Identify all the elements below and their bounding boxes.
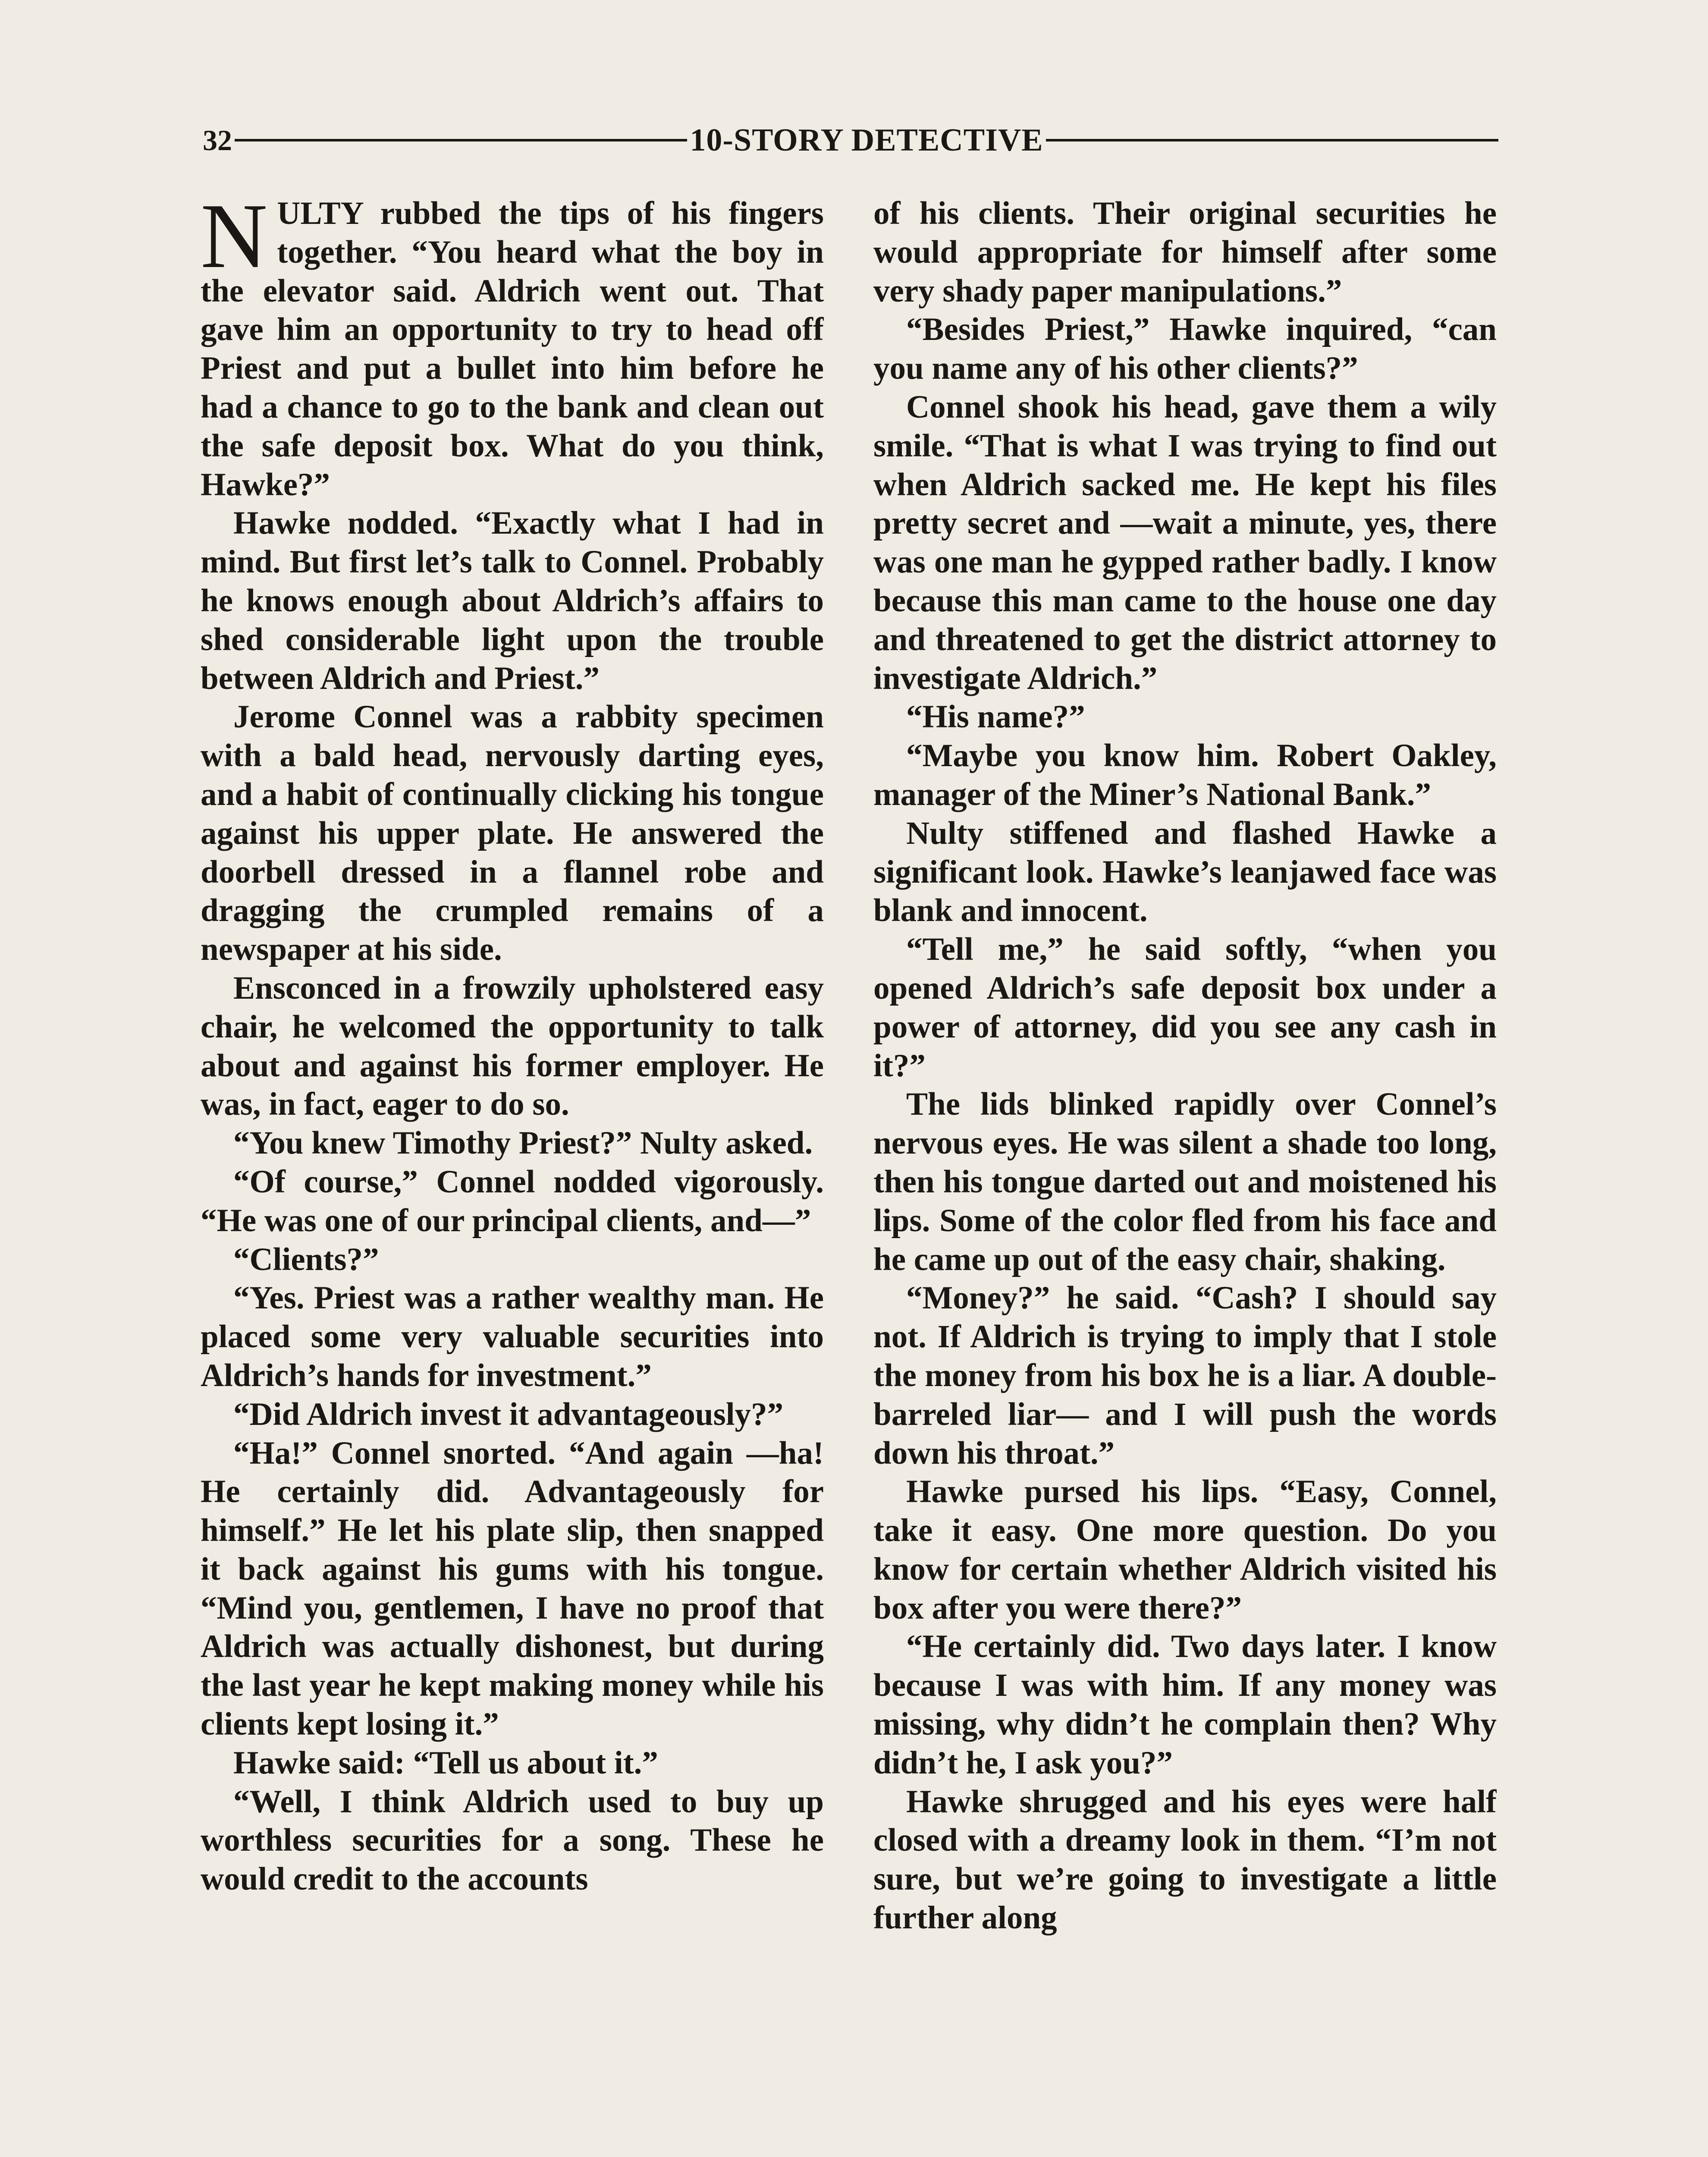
paragraph: Hawke said: “Tell us about it.” xyxy=(233,1745,658,1781)
paragraph: “Clients?” xyxy=(233,1241,379,1277)
running-header xyxy=(203,121,1501,160)
paragraph: Hawke pursed his lips. “Easy, Connel, take it easy. One more question. Do you know for certain whether Aldrich visited his box after you were there?” xyxy=(873,1474,1497,1626)
paragraph: “Did Aldrich invest it advantageously?” xyxy=(233,1396,784,1432)
paragraph: “Of course,” Connel nodded vigorously. “He was one of our principal clients, and—” xyxy=(201,1163,824,1239)
right-column xyxy=(873,194,1497,2157)
paragraph: “Well, I think Aldrich used to buy up worthless securities for a song. These he would credit to the accounts xyxy=(201,1783,824,1897)
paragraph: of his clients. Their original securities he would appropriate for himself after some very shady paper manipulations.” xyxy=(873,195,1497,309)
magazine-title: 10-STORY DETECTIVE xyxy=(690,122,1043,158)
header-rule-left xyxy=(235,139,687,141)
paragraph: The lids blinked rapidly over Connel’s nervous eyes. He was silent a shade too long, then his tongue darted out and moistened his lips. Some of the color fled from his face and he came up out of the easy chair, shaking. xyxy=(873,1086,1497,1277)
paragraph: “Money?” he said. “Cash? I should say not. If Aldrich is trying to imply that I stole the money from his box he is a liar. A double-barreled liar— and I will push the words down his throat.” xyxy=(873,1280,1497,1471)
paragraph: “Tell me,” he said softly, “when you opened Aldrich’s safe deposit box under a power of attorney, did you see any cash in it?” xyxy=(873,931,1497,1084)
paragraph: “His name?” xyxy=(906,699,1085,735)
paragraph: “Ha!” Connel snorted. “And again —ha! He certainly did. Advantageously for himself.” He let his plate slip, then snapped it back against his gums with his tongue. “Mind you, gentlemen, I have no proof that Aldrich was actually dishonest, but during the last year he kept making money while his clients kept losing it.” xyxy=(201,1435,824,1742)
paragraph: “He certainly did. Two days later. I know because I was with him. If any money was missing, why didn’t he complain then? Why didn’t he, I ask you?” xyxy=(873,1629,1497,1781)
paragraph: “Besides Priest,” Hawke inquired, “can you name any of his other clients?” xyxy=(873,311,1497,387)
paragraph xyxy=(201,194,824,504)
page-number: 32 xyxy=(203,123,232,157)
paragraph: Ensconced in a frowzily upholstered easy chair, he welcomed the opportunity to talk about and against his former employer. He was, in fact, eager to do so. xyxy=(201,970,824,1123)
paragraph: Nulty stiffened and flashed Hawke a significant look. Hawke’s leanjawed face was blank and innocent. xyxy=(873,815,1497,929)
paragraph: “Yes. Priest was a rather wealthy man. He placed some very valuable securities into Aldrich’s hands for investment.” xyxy=(201,1280,824,1393)
paragraph: Connel shook his head, gave them a wily smile. “That is what I was trying to find out when Aldrich sacked me. He kept his files pretty secret and —wait a minute, yes, there was one man he gypped rather badly. I know because this man came to the house one day and threatened to get the district attorney to investigate Aldrich.” xyxy=(873,389,1497,696)
paragraph: Jerome Connel was a rabbity specimen with a bald head, nervously darting eyes, and a habit of continually clicking his tongue against his upper plate. He answered the doorbell dressed in a flannel robe and dragging the crumpled remains of a newspaper at his side. xyxy=(201,699,824,968)
paragraph-text: ULTY rubbed the tips of his fingers together. “You heard what the boy in the elevator said. Aldrich went out. That gave him an opportunity to try to head off Priest and put a bullet into him before he had a chance to go to the bank and clean out the safe deposit box. What do you think, Hawke?” xyxy=(201,195,824,503)
paragraph: Hawke shrugged and his eyes were half closed with a dreamy look in them. “I’m not sure, but we’re going to investigate a little further along xyxy=(873,1783,1497,1936)
left-column xyxy=(201,194,824,2157)
header-rule-right xyxy=(1046,139,1498,141)
paragraph: “Maybe you know him. Robert Oakley, manager of the Miner’s National Bank.” xyxy=(873,738,1497,812)
drop-cap: N xyxy=(201,194,268,287)
paragraph: Hawke nodded. “Exactly what I had in mind. But first let’s talk to Connel. Probably he knows enough about Aldrich’s affairs to shed considerable light upon the trouble between Aldrich and Priest.” xyxy=(201,505,824,696)
paragraph: “You knew Timothy Priest?” Nulty asked. xyxy=(233,1125,813,1161)
